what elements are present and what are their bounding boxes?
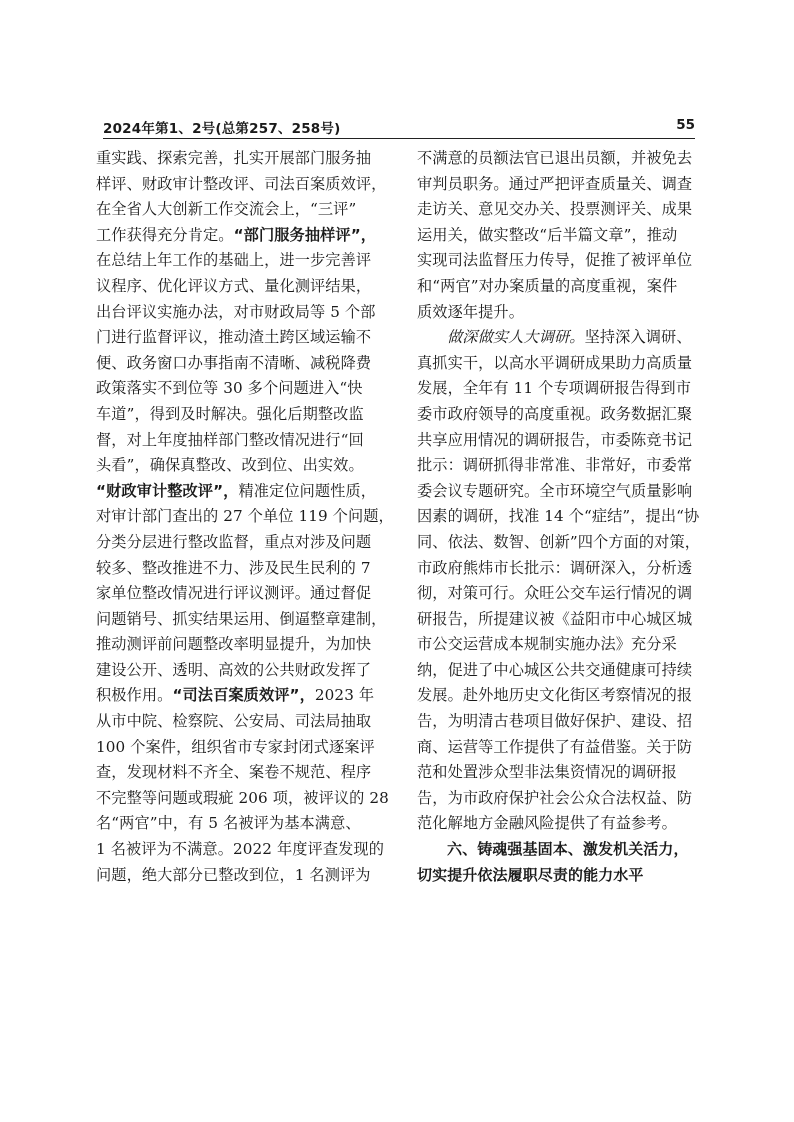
right-column bbox=[417, 146, 707, 888]
text-line bbox=[417, 325, 707, 351]
text-run: 查，发现材料不齐全、案卷不规范、程序 bbox=[96, 763, 372, 782]
text-line bbox=[417, 530, 707, 556]
text-run: 委市政府领导的高度重视。政务数据汇聚 bbox=[417, 404, 693, 423]
text-line bbox=[417, 581, 707, 607]
text-line bbox=[417, 760, 707, 786]
text-run: 走访关、意见交办关、投票测评关、成果 bbox=[417, 200, 693, 219]
text-line bbox=[417, 172, 707, 198]
text-run: 政策落实不到位等 30 多个问题进入“快 bbox=[96, 379, 363, 398]
text-run: 车道”，得到及时解决。强化后期整改监 bbox=[96, 404, 364, 423]
text-run: 工作获得充分肯定。 bbox=[96, 225, 234, 244]
text-line bbox=[96, 479, 386, 505]
text-line bbox=[417, 735, 707, 761]
text-run: 2023 年 bbox=[314, 686, 375, 705]
text-run: 建设公开、透明、高效的公共财政发挥了 bbox=[96, 660, 372, 679]
text-run: 分类分层进行整改监督，重点对涉及问题 bbox=[96, 532, 372, 551]
text-line bbox=[417, 632, 707, 658]
text-run: 推动测评前问题整改率明显提升，为加快 bbox=[96, 635, 372, 654]
text-line bbox=[417, 146, 707, 172]
text-line bbox=[417, 300, 707, 326]
text-run: 审判员职务。通过严把评查质量关、调查 bbox=[417, 174, 693, 193]
text-line bbox=[96, 837, 386, 863]
text-run: 共享应用情况的调研报告，市委陈竞书记 bbox=[417, 430, 693, 449]
text-run: 市公交运营成本规制实施办法》充分采 bbox=[417, 635, 677, 654]
text-line bbox=[417, 479, 707, 505]
text-line bbox=[96, 376, 386, 402]
text-line bbox=[417, 376, 707, 402]
text-line bbox=[96, 863, 386, 889]
text-line bbox=[417, 274, 707, 300]
text-run: 头看”，确保真整改、改到位、出实效。 bbox=[96, 456, 364, 475]
text-line bbox=[96, 504, 394, 530]
text-run: 100 个案件，组织省市专家封闭式逐案评 bbox=[96, 737, 375, 756]
text-run: 从市中院、检察院、公安局、司法局抽取 bbox=[96, 712, 372, 731]
text-line bbox=[96, 735, 386, 761]
text-run: 重实践、探索完善，扎实开展部门服务抽 bbox=[96, 149, 372, 167]
text-run: 告，为明清古巷项目做好保护、建设、招 bbox=[417, 712, 693, 731]
text-line bbox=[96, 453, 386, 479]
text-run: 样评、财政审计整改评、司法百案质效评， bbox=[96, 174, 387, 193]
text-line bbox=[96, 325, 386, 351]
text-line bbox=[96, 632, 386, 658]
text-line bbox=[96, 607, 386, 633]
text-run: 不满意的员额法官已退出员额，并被免去 bbox=[417, 149, 693, 167]
text-run: 便、政务窗口办事指南不清晰、减税降费 bbox=[96, 353, 372, 372]
text-run: 发展。赴外地历史文化街区考察情况的报 bbox=[417, 686, 693, 705]
text-run: 1 名被评为不满意。2022 年度评查发现的 bbox=[96, 840, 384, 859]
text-line bbox=[96, 428, 386, 454]
section-heading: 切实提升依法履职尽责的能力水平 bbox=[417, 865, 644, 884]
text-run: 范和处置涉众型非法集资情况的调研报 bbox=[417, 763, 677, 782]
page-number: 55 bbox=[676, 117, 695, 133]
text-line bbox=[417, 607, 707, 633]
text-run: 质效逐年提升。 bbox=[417, 302, 525, 321]
text-line bbox=[96, 556, 386, 582]
text-line bbox=[96, 351, 386, 377]
text-run: 发展，全年有 11 个专项调研报告得到市 bbox=[417, 379, 691, 398]
text-line bbox=[96, 786, 389, 812]
text-line bbox=[417, 197, 707, 223]
text-line bbox=[417, 223, 707, 249]
text-run: 在总结上年工作的基础上，进一步完善评 bbox=[96, 251, 372, 270]
text-run: 范化解地方金融风险提供了有益参考。 bbox=[417, 814, 677, 833]
text-line bbox=[417, 504, 707, 530]
text-run: 研报告，所提建议被《益阳市中心城区城 bbox=[417, 609, 693, 628]
text-run: 督，对上年度抽样部门整改情况进行“回 bbox=[96, 430, 364, 449]
text-run: 门进行监督评议，推动渣土跨区域运输不 bbox=[96, 328, 372, 347]
text-run: 出台评议实施办法，对市财政局等 5 个部 bbox=[96, 302, 376, 321]
text-line bbox=[96, 581, 386, 607]
text-line bbox=[96, 760, 386, 786]
text-run: 问题，绝大部分已整改到位，1 名测评为 bbox=[96, 865, 371, 884]
bold-heading: “部门服务抽样评”， bbox=[233, 225, 377, 244]
bold-heading: “司法百案质效评”， bbox=[172, 686, 315, 705]
text-line bbox=[96, 197, 386, 223]
text-run: 同、依法、数智、创新”四个方面的对策， bbox=[417, 532, 701, 551]
text-run: 真抓实干，以高水平调研成果助力高质量 bbox=[417, 353, 693, 372]
text-line bbox=[417, 428, 707, 454]
left-column bbox=[96, 146, 394, 888]
text-run: 名“两官”中，有 5 名被评为基本满意、 bbox=[96, 814, 361, 833]
text-run: 家单位整改情况进行评议测评。通过督促 bbox=[96, 584, 372, 603]
text-run: 实现司法监督压力传导，促推了被评单位 bbox=[417, 251, 693, 270]
text-run: 批示：调研抓得非常准、非常好，市委常 bbox=[417, 456, 693, 475]
text-line bbox=[417, 837, 707, 863]
text-run: 积极作用。 bbox=[96, 686, 173, 705]
text-line bbox=[417, 683, 707, 709]
text-line bbox=[417, 786, 707, 812]
text-line bbox=[417, 556, 707, 582]
text-line bbox=[417, 863, 707, 889]
bold-heading: “财政审计整改评”， bbox=[96, 481, 239, 500]
text-line bbox=[417, 811, 707, 837]
running-header bbox=[103, 116, 695, 139]
text-line bbox=[96, 248, 386, 274]
text-line bbox=[96, 223, 386, 249]
text-run: 议程序、优化评议方式、量化测评结果， bbox=[96, 276, 372, 295]
text-line bbox=[417, 709, 707, 735]
text-line bbox=[96, 146, 386, 172]
text-run: 精准定位问题性质， bbox=[238, 481, 377, 500]
text-run: 市政府熊炜市长批示：调研深入，分析透 bbox=[417, 558, 693, 577]
text-line bbox=[417, 453, 707, 479]
text-line bbox=[96, 658, 386, 684]
text-run: 纳，促进了中心城区公共交通健康可持续 bbox=[417, 660, 693, 679]
text-run: 不完整等问题或瑕疵 206 项，被评议的 28 bbox=[96, 788, 389, 807]
text-run: 较多、整改推进不力、涉及民生民利的 7 bbox=[96, 558, 371, 577]
text-run: 商、运营等工作提供了有益借鉴。关于防 bbox=[417, 737, 693, 756]
text-run: 告，为市政府保护社会公众合法权益、防 bbox=[417, 788, 693, 807]
text-run: 对审计部门查出的 27 个单位 119 个问题， bbox=[96, 507, 394, 526]
text-line bbox=[417, 248, 707, 274]
text-line bbox=[96, 402, 386, 428]
text-run: 因素的调研，找准 14 个“症结”，提出“协 bbox=[417, 507, 700, 526]
section-heading: 六、铸魂强基固本、激发机关活力， bbox=[447, 840, 689, 859]
text-line bbox=[96, 172, 386, 198]
text-line bbox=[96, 300, 386, 326]
text-line bbox=[417, 402, 707, 428]
text-line bbox=[96, 683, 386, 709]
text-line bbox=[96, 274, 386, 300]
text-line bbox=[417, 351, 707, 377]
text-line bbox=[96, 709, 386, 735]
text-run: 委会议专题研究。全市环境空气质量影响 bbox=[417, 481, 693, 500]
text-line bbox=[96, 530, 386, 556]
section-lead: 做深做实人大调研。 bbox=[447, 328, 585, 347]
text-run: 彻，对策可行。众旺公交车运行情况的调 bbox=[417, 584, 693, 603]
text-line bbox=[417, 658, 707, 684]
text-run: 在全省人大创新工作交流会上，“三评” bbox=[96, 200, 357, 219]
text-run: 坚持深入调研、 bbox=[584, 328, 692, 347]
issue-label: 2024年第1、2号(总第257、258号) bbox=[103, 121, 341, 137]
text-run: 问题销号、抓实结果运用、倒逼整章建制， bbox=[96, 609, 387, 628]
text-run: 和“两官”对办案质量的高度重视，案件 bbox=[417, 276, 678, 295]
text-run: 运用关，做实整改“后半篇文章”，推动 bbox=[417, 225, 678, 244]
text-line bbox=[96, 811, 386, 837]
